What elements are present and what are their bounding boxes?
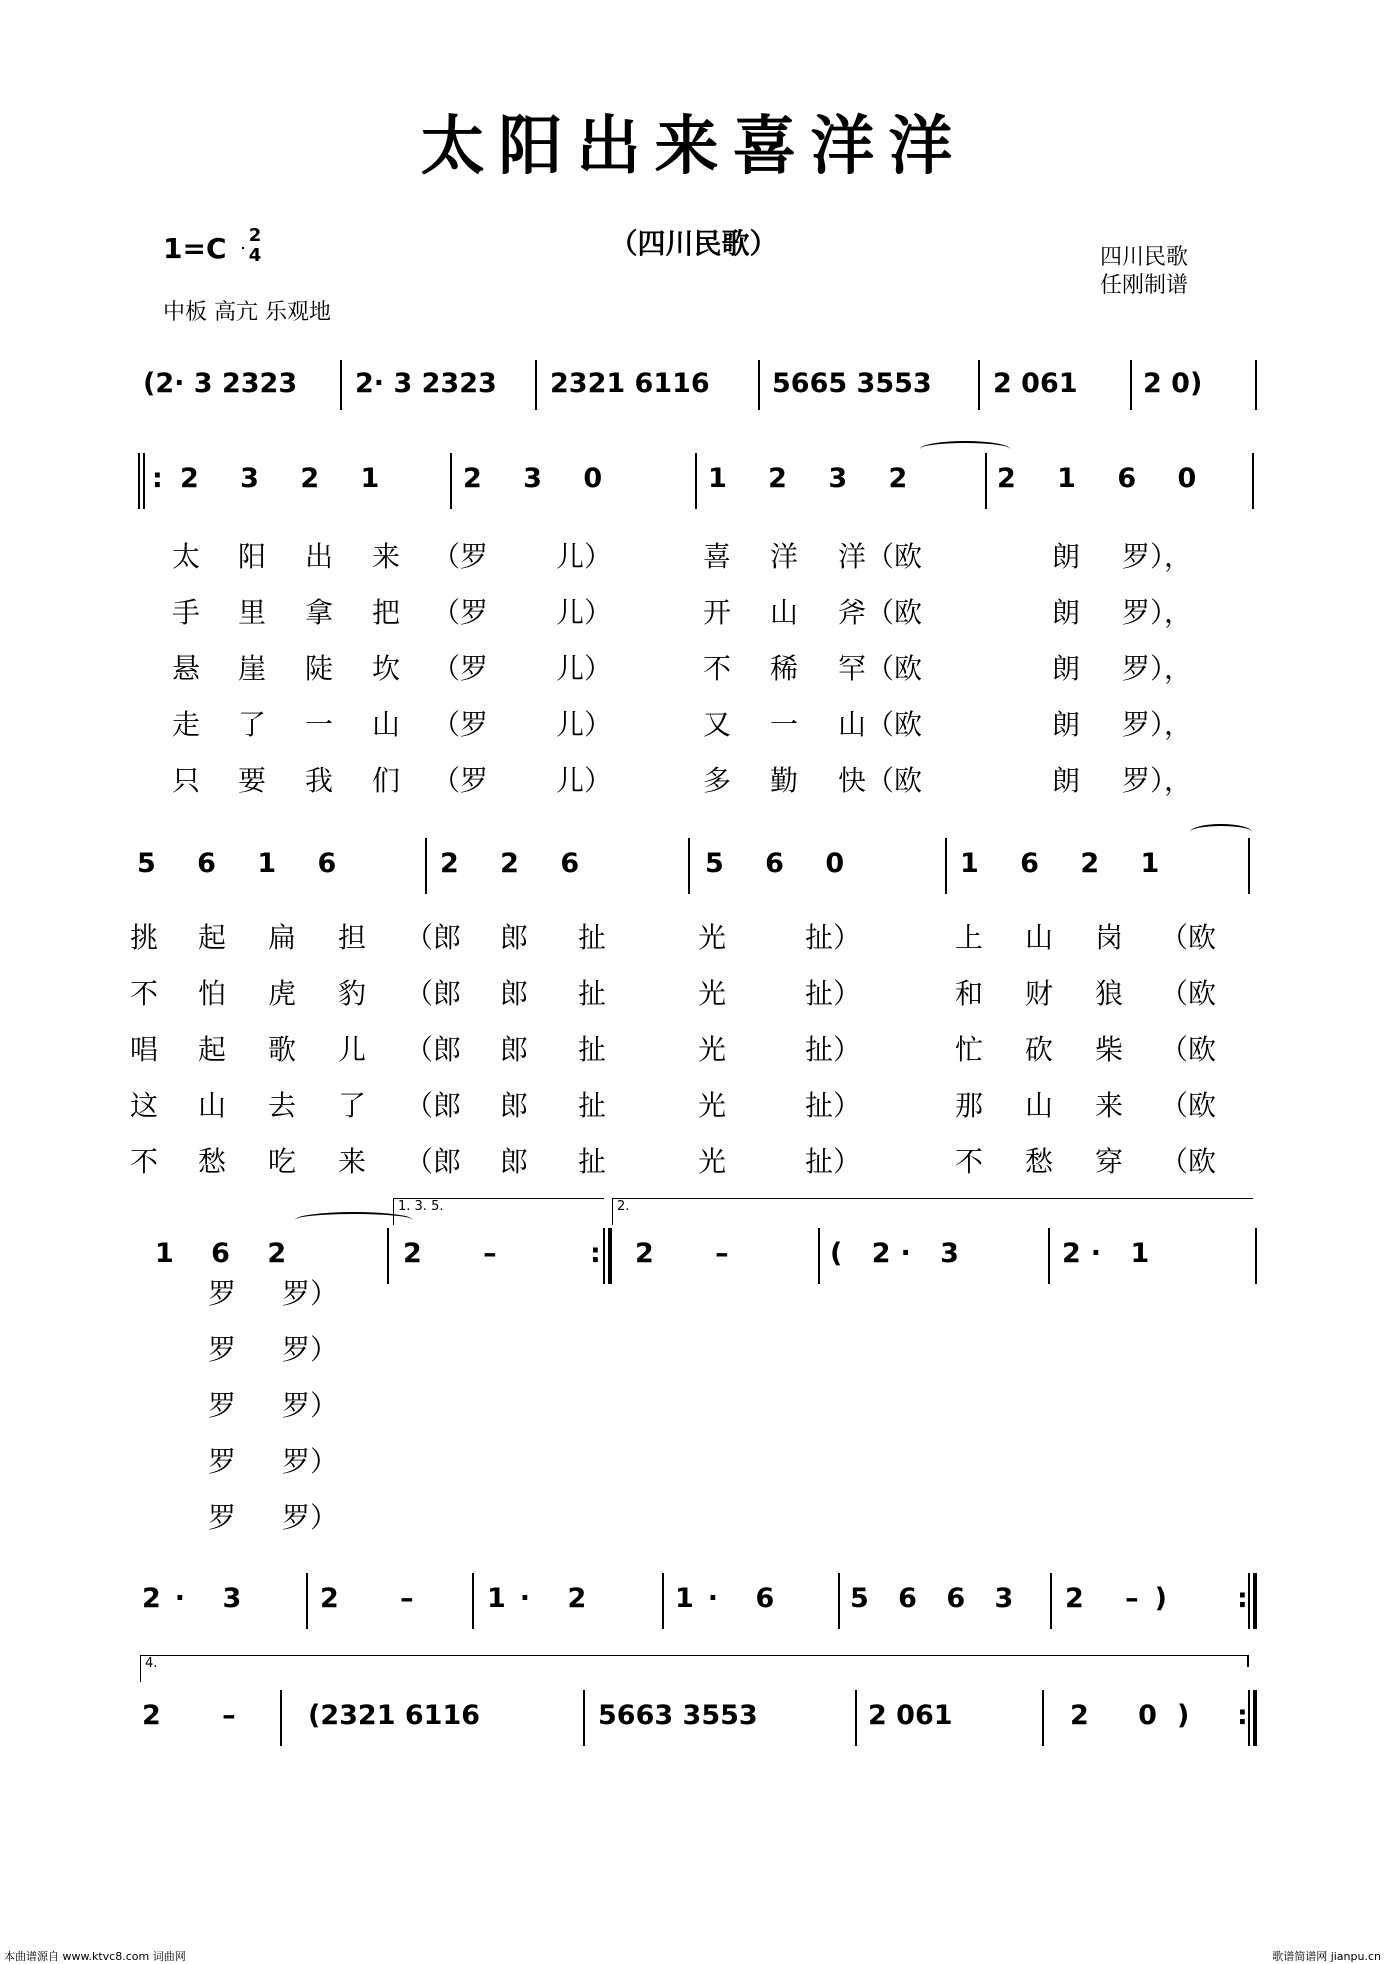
- chorus-lyric: 山: [1025, 1089, 1054, 1122]
- chorus-lyric: 去: [268, 1089, 297, 1122]
- verse-lyric: 开: [703, 596, 732, 629]
- coda-measure-5: 2 0): [1070, 1700, 1210, 1731]
- barline: [603, 1228, 605, 1284]
- chorus-lyric: 儿: [338, 1033, 367, 1066]
- verse-lyric: 我: [305, 764, 334, 797]
- repeat-dots: :: [590, 1238, 601, 1269]
- verse-lyric: 朗: [1052, 540, 1081, 573]
- credit-transcriber: 任刚制谱: [1100, 273, 1189, 298]
- chorus-lyric: 扯: [578, 1089, 607, 1122]
- verse-lyric: 儿）: [556, 596, 613, 629]
- verse-lyric: 不: [703, 652, 732, 685]
- intro-measure-1: (2· 3 2323: [143, 368, 298, 399]
- chorus-lyric: 砍: [1025, 1033, 1054, 1066]
- barline: [1255, 360, 1257, 410]
- chorus-measure-1: 5 6 1 6: [137, 848, 353, 879]
- chorus-lyric: 山: [1025, 921, 1054, 954]
- barline: [662, 1573, 664, 1629]
- chorus-lyric: （欧: [1160, 1033, 1217, 1066]
- volta-end: [1247, 1655, 1249, 1667]
- volta-bracket-2: 2.: [612, 1198, 1253, 1225]
- chorus-lyric: （郎: [405, 1089, 462, 1122]
- barline: [608, 1228, 612, 1284]
- barline: [985, 453, 987, 509]
- verse-lyric: 斧（欧: [838, 596, 923, 629]
- song-subtitle: （四川民歌）: [609, 227, 778, 260]
- ending-lyric: 罗: [208, 1445, 237, 1478]
- verse-lyric: 多: [703, 764, 732, 797]
- intro-measure-5: 2 061: [993, 368, 1078, 399]
- chorus-lyric: 郎: [500, 1089, 529, 1122]
- chorus-lyric: 光: [698, 921, 727, 954]
- time-signature-line: [242, 247, 244, 249]
- verse-lyric: 里: [238, 596, 267, 629]
- chorus-lyric: 这: [130, 1089, 159, 1122]
- chorus-lyric: 那: [955, 1089, 984, 1122]
- chorus-lyric: 吃: [268, 1145, 297, 1178]
- verse-lyric: 罗），: [1122, 596, 1193, 629]
- chorus-lyric: 不: [130, 977, 159, 1010]
- repeat-barline: [143, 453, 145, 509]
- tie: [1190, 824, 1252, 840]
- chorus-lyric: 愁: [198, 1145, 227, 1178]
- chorus-lyric: 扯）: [805, 1145, 862, 1178]
- chorus-lyric: 担: [338, 921, 367, 954]
- verse-lyric: 罗），: [1122, 708, 1193, 741]
- verse-lyric: 儿）: [556, 540, 613, 573]
- interlude-measure-5: 5 6 6 3: [850, 1583, 1024, 1614]
- volta-bracket-1: 1. 3. 5.: [393, 1198, 604, 1225]
- repeat-dots: :: [1237, 1583, 1248, 1614]
- verse-lyric: 儿）: [556, 764, 613, 797]
- time-signature-bottom: 4: [248, 245, 262, 266]
- time-signature-top: 2: [248, 225, 262, 246]
- chorus-lyric: 唱: [130, 1033, 159, 1066]
- repeat-dots: :: [1237, 1700, 1248, 1731]
- barline: [450, 453, 452, 509]
- ending-lyric: 罗: [208, 1277, 237, 1310]
- barline: [978, 360, 980, 410]
- ending-lyric: 罗: [208, 1389, 237, 1422]
- verse-lyric: 罕（欧: [838, 652, 923, 685]
- song-title: 太阳出来喜洋洋: [420, 109, 967, 184]
- chorus-lyric: 扯）: [805, 921, 862, 954]
- interlude-measure-1: 2· 3: [142, 1583, 256, 1614]
- interlude-measure-2: 2 –: [320, 1583, 440, 1614]
- verse-lyric: 朗: [1052, 708, 1081, 741]
- verse-measure-2: 2 3 0: [463, 463, 619, 494]
- verse-lyric: 要: [238, 764, 267, 797]
- ending-measure-1: 1 6 2: [155, 1238, 301, 1269]
- ending-measure-4: ( 2· 3: [830, 1238, 969, 1269]
- chorus-lyric: 扯: [578, 921, 607, 954]
- barline: [1252, 453, 1254, 509]
- chorus-measure-4: 1 6 2 1: [960, 848, 1176, 879]
- verse-lyric: （罗: [432, 596, 489, 629]
- barline: [855, 1690, 857, 1746]
- chorus-lyric: 了: [338, 1089, 367, 1122]
- chorus-lyric: 来: [1095, 1089, 1124, 1122]
- verse-lyric: 悬: [172, 652, 201, 685]
- chorus-lyric: 光: [698, 1145, 727, 1178]
- verse-lyric: 勤: [770, 764, 799, 797]
- verse-lyric: 儿）: [556, 652, 613, 685]
- ending-lyric: 罗）: [282, 1389, 339, 1422]
- ending-lyric: 罗）: [282, 1501, 339, 1534]
- chorus-lyric: 光: [698, 1033, 727, 1066]
- verse-lyric: （罗: [432, 708, 489, 741]
- verse-lyric: 走: [172, 708, 201, 741]
- barline: [1248, 1690, 1250, 1746]
- chorus-lyric: 扯）: [805, 977, 862, 1010]
- verse-lyric: 崖: [238, 652, 267, 685]
- barline: [1050, 1573, 1052, 1629]
- repeat-dots: :: [152, 463, 163, 494]
- chorus-lyric: 和: [955, 977, 984, 1010]
- ending-lyric: 罗）: [282, 1445, 339, 1478]
- chorus-lyric: 虎: [268, 977, 297, 1010]
- interlude-measure-6: 2 –): [1065, 1583, 1184, 1614]
- barline: [818, 1228, 820, 1284]
- chorus-lyric: 扯）: [805, 1089, 862, 1122]
- chorus-lyric: 郎: [500, 1145, 529, 1178]
- chorus-lyric: （郎: [405, 921, 462, 954]
- chorus-lyric: （郎: [405, 1145, 462, 1178]
- ending-measure-3: 2 –: [635, 1238, 755, 1269]
- verse-lyric: 一: [770, 708, 799, 741]
- verse-lyric: 罗），: [1122, 652, 1193, 685]
- verse-lyric: 洋: [770, 540, 799, 573]
- chorus-lyric: （欧: [1160, 1089, 1217, 1122]
- chorus-lyric: 起: [198, 921, 227, 954]
- barline: [695, 453, 697, 509]
- chorus-lyric: 郎: [500, 1033, 529, 1066]
- intro-measure-6: 2 0): [1143, 368, 1203, 399]
- chorus-lyric: 扯）: [805, 1033, 862, 1066]
- chorus-lyric: 穿: [1095, 1145, 1124, 1178]
- coda-measure-4: 2 061: [868, 1700, 953, 1731]
- verse-lyric: （罗: [432, 764, 489, 797]
- chorus-lyric: 扁: [268, 921, 297, 954]
- ending-measure-5: 2· 1: [1062, 1238, 1160, 1269]
- verse-lyric: 了: [238, 708, 267, 741]
- chorus-lyric: （欧: [1160, 977, 1217, 1010]
- volta-bracket-4: 4.: [140, 1655, 1248, 1682]
- chorus-lyric: 歌: [268, 1033, 297, 1066]
- key-signature: 1=C: [163, 232, 227, 265]
- chorus-lyric: 起: [198, 1033, 227, 1066]
- chorus-lyric: 扯: [578, 977, 607, 1010]
- coda-measure-3: 5663 3553: [598, 1700, 758, 1731]
- chorus-measure-3: 5 6 0: [705, 848, 861, 879]
- verse-lyric: 们: [372, 764, 401, 797]
- barline: [340, 360, 342, 410]
- footer-watermark: 歌谱简谱网 jianpu.cn: [1272, 1950, 1381, 1963]
- chorus-lyric: 不: [955, 1145, 984, 1178]
- barline: [280, 1690, 282, 1746]
- chorus-lyric: 郎: [500, 921, 529, 954]
- verse-lyric: 罗），: [1122, 540, 1193, 573]
- barline: [583, 1690, 585, 1746]
- barline: [425, 838, 427, 894]
- barline: [1130, 360, 1132, 410]
- verse-lyric: 山: [372, 708, 401, 741]
- verse-lyric: 快（欧: [838, 764, 923, 797]
- verse-lyric: 出: [305, 540, 334, 573]
- tempo-marking: 中板 高亢 乐观地: [163, 300, 331, 325]
- chorus-lyric: 来: [338, 1145, 367, 1178]
- verse-lyric: （罗: [432, 652, 489, 685]
- coda-measure-1: 2 –: [142, 1700, 262, 1731]
- verse-lyric: 朗: [1052, 652, 1081, 685]
- barline: [1255, 1228, 1257, 1284]
- verse-lyric: 罗），: [1122, 764, 1193, 797]
- barline: [1248, 1573, 1250, 1629]
- interlude-measure-4: 1· 6: [675, 1583, 789, 1614]
- time-signature: [242, 226, 268, 266]
- verse-lyric: （罗: [432, 540, 489, 573]
- chorus-measure-2: 2 2 6: [440, 848, 596, 879]
- verse-lyric: 只: [172, 764, 201, 797]
- verse-lyric: 坎: [372, 652, 401, 685]
- verse-lyric: 洋（欧: [838, 540, 923, 573]
- verse-lyric: 拿: [305, 596, 334, 629]
- chorus-lyric: （郎: [405, 1033, 462, 1066]
- chorus-lyric: 扯: [578, 1145, 607, 1178]
- intro-measure-2: 2· 3 2323: [355, 368, 497, 399]
- barline: [1253, 1573, 1257, 1629]
- tie: [295, 1212, 413, 1228]
- ending-lyric: 罗）: [282, 1333, 339, 1366]
- chorus-lyric: （郎: [405, 977, 462, 1010]
- barline: [1048, 1228, 1050, 1284]
- verse-lyric: 山（欧: [838, 708, 923, 741]
- chorus-lyric: 不: [130, 1145, 159, 1178]
- barline: [838, 1573, 840, 1629]
- verse-lyric: 手: [172, 596, 201, 629]
- verse-lyric: 朗: [1052, 596, 1081, 629]
- intro-measure-4: 5665 3553: [772, 368, 932, 399]
- barline: [472, 1573, 474, 1629]
- chorus-lyric: 郎: [500, 977, 529, 1010]
- verse-lyric: 陡: [305, 652, 334, 685]
- chorus-lyric: 怕: [198, 977, 227, 1010]
- chorus-lyric: 光: [698, 1089, 727, 1122]
- barline: [535, 360, 537, 410]
- repeat-barline: [138, 453, 140, 509]
- barline: [758, 360, 760, 410]
- verse-lyric: 阳: [238, 540, 267, 573]
- chorus-lyric: （欧: [1160, 921, 1217, 954]
- chorus-lyric: 柴: [1095, 1033, 1124, 1066]
- verse-measure-1: 2 3 2 1: [180, 463, 396, 494]
- chorus-lyric: 挑: [130, 921, 159, 954]
- verse-lyric: 稀: [770, 652, 799, 685]
- tie: [920, 441, 1010, 457]
- chorus-lyric: 扯: [578, 1033, 607, 1066]
- barline: [688, 838, 690, 894]
- barline: [306, 1573, 308, 1629]
- verse-measure-3: 1 2 3 2: [708, 463, 924, 494]
- chorus-lyric: 上: [955, 921, 984, 954]
- barline: [387, 1228, 389, 1284]
- ending-lyric: 罗: [208, 1333, 237, 1366]
- ending-measure-2: 2 –: [403, 1238, 523, 1269]
- verse-lyric: 又: [703, 708, 732, 741]
- verse-measure-4: 2 1 6 0: [997, 463, 1213, 494]
- barline: [1248, 838, 1250, 894]
- chorus-lyric: 财: [1025, 977, 1054, 1010]
- ending-lyric: 罗: [208, 1501, 237, 1534]
- ending-lyric: 罗）: [282, 1277, 339, 1310]
- verse-lyric: 山: [770, 596, 799, 629]
- chorus-lyric: 豹: [338, 977, 367, 1010]
- verse-lyric: 太: [172, 540, 201, 573]
- chorus-lyric: （欧: [1160, 1145, 1217, 1178]
- credit-origin: 四川民歌: [1100, 245, 1189, 270]
- interlude-measure-3: 1· 2: [487, 1583, 601, 1614]
- chorus-lyric: 狼: [1095, 977, 1124, 1010]
- chorus-lyric: 岗: [1095, 921, 1124, 954]
- intro-measure-3: 2321 6116: [550, 368, 710, 399]
- chorus-lyric: 光: [698, 977, 727, 1010]
- barline: [945, 838, 947, 894]
- chorus-lyric: 愁: [1025, 1145, 1054, 1178]
- chorus-lyric: 山: [198, 1089, 227, 1122]
- verse-lyric: 把: [372, 596, 401, 629]
- barline: [1042, 1690, 1044, 1746]
- footer-source: 本曲谱源自 www.ktvc8.com 词曲网: [4, 1950, 186, 1963]
- verse-lyric: 朗: [1052, 764, 1081, 797]
- verse-lyric: 一: [305, 708, 334, 741]
- verse-lyric: 儿）: [556, 708, 613, 741]
- verse-lyric: 来: [372, 540, 401, 573]
- chorus-lyric: 忙: [955, 1033, 984, 1066]
- barline: [1253, 1690, 1257, 1746]
- coda-measure-2: (2321 6116: [308, 1700, 481, 1731]
- verse-lyric: 喜: [703, 540, 732, 573]
